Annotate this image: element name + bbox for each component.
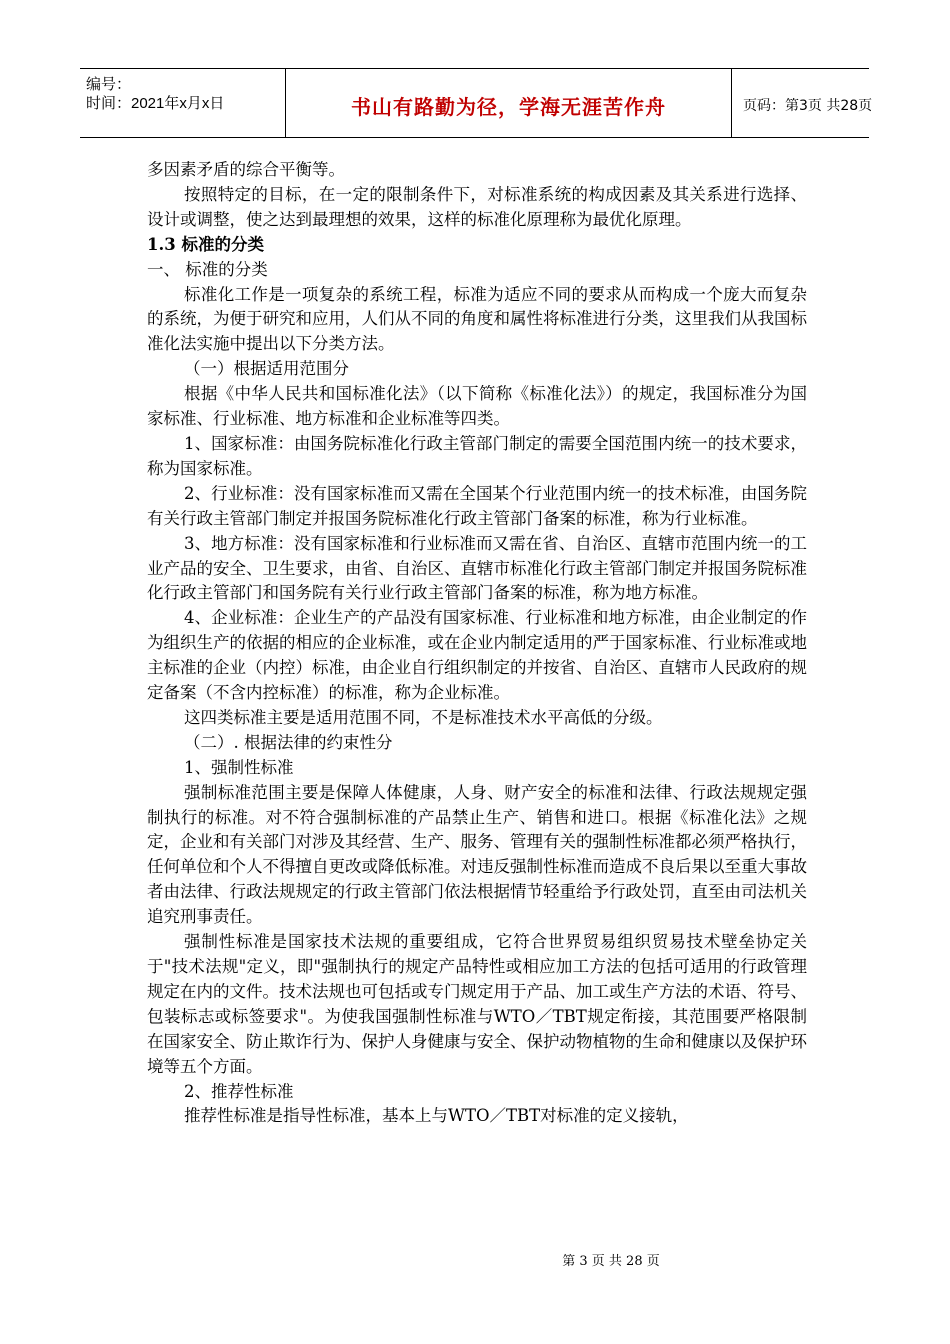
paragraph: 2、行业标准：没有国家标准而又需在全国某个行业范围内统一的技术标准，由国务院有关行政主管部门制定并报国务院标准化行政主管部门备案的标准，称为行业标准。 bbox=[147, 483, 807, 528]
document-time-label: 时间：2021年x月x日 bbox=[86, 95, 225, 112]
document-body bbox=[147, 158, 807, 1129]
subsection-heading: 一、 标准的分类 bbox=[147, 259, 268, 279]
header-page-cell bbox=[731, 69, 873, 137]
header-page-info: 页码：第3页 共28页 bbox=[743, 98, 873, 114]
paragraph: 强制标准范围主要是保障人体健康，人身、财产安全的标准和法律、行政法规规定强制执行的标准。对不符合强制标准的产品禁止生产、销售和进口。根据《标准化法》之规定，企业和有关部门对涉及其经营、生产、服务、管理有关的强制性标准都必须严格执行，任何单位和个人不得擅自更改或降低标准。对违反强制性标准而造成不良后果以至重大事故者由法律、行政法规规定的行政主管部门依法根据情节轻重给予行政处罚，直至由司法机关追究刑事责任。 bbox=[147, 782, 807, 927]
subsection-heading: 1、强制性标准 bbox=[184, 757, 294, 777]
paragraph: 标准化工作是一项复杂的系统工程，标准为适应不同的要求从而构成一个庞大而复杂的系统，为便于研究和应用，人们从不同的角度和属性将标准进行分类，这里我们从我国标准化法实施中提出以下分类方法。 bbox=[147, 284, 807, 354]
paragraph: 3、地方标准：没有国家标准和行业标准而又需在省、自治区、直辖市范围内统一的工业产品的安全、卫生要求，由省、自治区、直辖市标准化行政主管部门制定并报国务院标准化行政主管部门和国务院有关行业行政主管部门备案的标准，称为地方标准。 bbox=[147, 533, 807, 603]
header-meta-cell bbox=[80, 69, 285, 137]
paragraph: 1、国家标准：由国务院标准化行政主管部门制定的需要全国范围内统一的技术要求，称为国家标准。 bbox=[147, 433, 807, 478]
paragraph: 强制性标准是国家技术法规的重要组成，它符合世界贸易组织贸易技术壁垒协定关于"技术法规"定义，即"强制执行的规定产品特性或相应加工方法的包括可适用的行政管理规定在内的文件。技术法规也可包括或专门规定用于产品、加工或生产方法的术语、符号、包装标志或标签要求"。为使我国强制性标准与WTO／TBT规定衔接，其范围要严格限制在国家安全、防止欺诈行为、保护人身健康与安全、保护动物植物的生命和健康以及保护环境等五个方面。 bbox=[147, 932, 807, 1076]
document-number-label: 编号： bbox=[86, 76, 132, 93]
paragraph: 这四类标准主要是适用范围不同，不是标准技术水平高低的分级。 bbox=[184, 707, 663, 727]
header-motto: 书山有路勤为径，学海无涯苦作舟 bbox=[351, 95, 666, 119]
paragraph: 根据《中华人民共和国标准化法》（以下简称《标准化法》）的规定，我国标准分为国家标准、行业标准、地方标准和企业标准等四类。 bbox=[147, 384, 807, 429]
paragraph: 推荐性标准是指导性标准，基本上与WTO／TBT对标准的定义接轨， bbox=[184, 1106, 689, 1126]
section-heading: 1.3 标准的分类 bbox=[147, 234, 264, 254]
paragraph: 按照特定的目标，在一定的限制条件下，对标准系统的构成因素及其关系进行选择、设计或调整，使之达到最理想的效果，这样的标准化原理称为最优化原理。 bbox=[147, 184, 807, 229]
paragraph: 4、企业标准：企业生产的产品没有国家标准、行业标准和地方标准，由企业制定的作为组织生产的依据的相应的企业标准，或在企业内制定适用的严于国家标准、行业标准或地主标准的企业（内控）标准，由企业自行组织制定的并按省、自治区、直辖市人民政府的规定备案（不含内控标准）的标准，称为企业标准。 bbox=[147, 608, 807, 703]
header-motto-cell bbox=[285, 69, 732, 137]
subsection-heading: 2、推荐性标准 bbox=[184, 1081, 294, 1101]
page-header bbox=[80, 68, 873, 138]
subsection-heading: （二）. 根据法律的约束性分 bbox=[184, 732, 393, 752]
subsection-heading: （一）根据适用范围分 bbox=[184, 359, 349, 379]
paragraph: 多因素矛盾的综合平衡等。 bbox=[147, 160, 345, 179]
page-footer: 第 3 页 共 28 页 bbox=[562, 1254, 660, 1269]
